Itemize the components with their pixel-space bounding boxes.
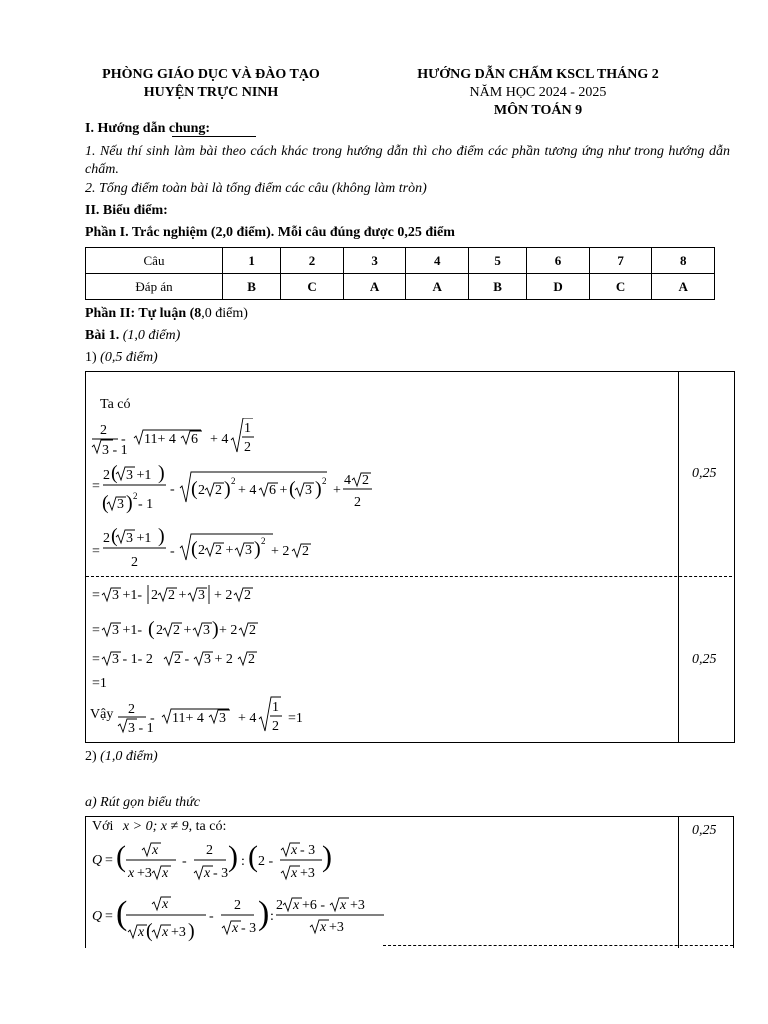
svg-text:- 3: - 3 (300, 843, 316, 858)
svg-text:3 - 1- 2: 3 - 1- 2 (112, 652, 153, 667)
section1-title: I. Hướng dẫn chung: (85, 121, 211, 136)
table-cell: A (406, 274, 469, 300)
svg-text:2 -: 2 - (258, 854, 274, 869)
svg-text:2: 2 (272, 719, 279, 734)
svg-text:2: 2 (362, 473, 369, 488)
exam-header (388, 66, 688, 120)
svg-text:2: 2 (151, 588, 158, 603)
svg-text:2: 2 (244, 440, 251, 455)
svg-text:+: + (333, 483, 341, 498)
svg-text:): ) (158, 462, 165, 484)
svg-text:2: 2 (128, 702, 135, 717)
svg-text:+3: +3 (171, 925, 186, 940)
svg-text:+ 2: + 2 (219, 623, 238, 638)
table-cell: 6 (527, 248, 590, 274)
svg-text:): ) (212, 618, 219, 640)
svg-text:x: x (204, 866, 211, 881)
svg-text:11+ 4: 11+ 4 (172, 711, 204, 726)
table-cell: 8 (652, 248, 715, 274)
svg-text:-: - (121, 432, 126, 447)
table-cell: Câu (86, 248, 223, 274)
score-step-1: 0,25 (692, 466, 717, 481)
svg-text:2: 2 (234, 898, 241, 913)
svg-text:): ) (322, 840, 332, 873)
svg-text:2: 2 (249, 623, 256, 638)
score-divider-2 (678, 816, 679, 948)
svg-text:+3: +3 (350, 898, 365, 913)
simplify-expression (88, 838, 676, 948)
svg-text:x: x (293, 898, 300, 913)
subject-name: MÔN TOÁN 9 (493, 103, 583, 118)
svg-text:+ 2: + 2 (214, 588, 233, 603)
svg-text:-: - (182, 854, 187, 869)
svg-text:+ 4: + 4 (238, 711, 257, 726)
svg-text:2: 2 (276, 898, 283, 913)
exam-title: HƯỚNG DẪN CHẤM KSCL THÁNG 2 (417, 67, 659, 82)
svg-text:2: 2 (248, 652, 255, 667)
grading-note-1: 1. Nếu thí sinh làm bài theo cách khác trong hướng dẫn thì cho điểm các phần tương ứng như trong hướng dẫn chấm. (85, 144, 730, 177)
svg-text:=: = (92, 623, 100, 638)
svg-text:2: 2 (322, 476, 327, 486)
table-cell: B (223, 274, 281, 300)
table-row (86, 248, 715, 274)
svg-text:1: 1 (244, 421, 251, 436)
svg-text:): ) (158, 525, 165, 547)
svg-text:2: 2 (100, 423, 107, 438)
svg-text:3 - 1: 3 - 1 (128, 721, 154, 736)
score-step-3: 0,25 (692, 823, 717, 838)
svg-text:3 +1: 3 +1 (126, 468, 152, 483)
table-cell: 4 (406, 248, 469, 274)
svg-text:): ) (258, 895, 270, 932)
svg-text:x: x (340, 898, 347, 913)
svg-text:-: - (170, 544, 175, 559)
svg-text:): ) (188, 920, 195, 942)
svg-text:(: ( (191, 538, 198, 560)
svg-text:Q: Q (92, 909, 103, 924)
svg-text:=: = (105, 853, 113, 868)
svg-text:=: = (105, 909, 113, 924)
math-expression (88, 418, 676, 574)
svg-text:=: = (92, 652, 100, 667)
table-cell: D (527, 274, 590, 300)
svg-text:-: - (170, 482, 175, 497)
svg-text:=: = (92, 479, 100, 494)
svg-text:2 -: 2 - (174, 652, 190, 667)
svg-text:2 +: 2 + (168, 588, 187, 603)
department-header (80, 66, 342, 102)
svg-text:2: 2 (198, 483, 205, 498)
svg-text:+3: +3 (137, 866, 152, 881)
svg-text:2: 2 (103, 531, 110, 546)
svg-text:=: = (92, 588, 100, 603)
condition-line: Với x > 0; x ≠ 9, ta có: (92, 819, 227, 834)
step-divider (86, 576, 732, 577)
svg-text:(: ( (146, 920, 153, 942)
svg-text:+3: +3 (329, 920, 344, 935)
svg-text:+ 4: + 4 (238, 483, 257, 498)
svg-text:6 +: 6 + (269, 483, 288, 498)
svg-text:(: ( (116, 840, 126, 873)
svg-text:2: 2 (354, 495, 361, 510)
question-2a-label: a) Rút gọn biểu thức (85, 795, 200, 810)
table-cell: B (468, 274, 526, 300)
svg-text:x: x (162, 897, 169, 912)
svg-text:(: ( (148, 618, 155, 640)
svg-text:3: 3 (305, 483, 312, 498)
solution-box-2-right (733, 816, 734, 948)
table-cell: 3 (343, 248, 406, 274)
svg-text:x: x (128, 866, 135, 881)
svg-text:2: 2 (231, 476, 236, 486)
table-row (86, 274, 715, 300)
svg-text:x: x (162, 925, 169, 940)
svg-text:11+ 4: 11+ 4 (144, 432, 176, 447)
table-cell: 5 (468, 248, 526, 274)
svg-text:2: 2 (215, 483, 222, 498)
school-year: NĂM HỌC 2024 - 2025 (469, 85, 607, 100)
svg-text:(: ( (111, 525, 118, 547)
svg-text:6: 6 (191, 432, 198, 447)
svg-text:+ 2: + 2 (271, 544, 290, 559)
svg-text:Q: Q (92, 853, 103, 868)
department-name: PHÒNG GIÁO DỤC VÀ ĐÀO TẠO (102, 67, 320, 82)
svg-text:(: ( (116, 895, 128, 932)
svg-text:): ) (224, 478, 231, 500)
table-cell: 2 (281, 248, 344, 274)
section2-title: II. Biểu điểm: (85, 203, 168, 218)
table-cell: C (589, 274, 652, 300)
svg-text:-: - (209, 909, 214, 924)
svg-text:(: ( (191, 478, 198, 500)
svg-text:): ) (315, 478, 322, 500)
svg-text:+3: +3 (300, 866, 315, 881)
solution-box-2-top (85, 816, 733, 817)
svg-text:- 1: - 1 (138, 497, 154, 512)
svg-text:2: 2 (198, 543, 205, 558)
svg-text:x: x (291, 843, 298, 858)
svg-text:3: 3 (198, 588, 205, 603)
svg-text:): ) (126, 492, 133, 514)
svg-text:1: 1 (272, 700, 279, 715)
score-divider (678, 371, 679, 743)
svg-text:x: x (152, 843, 159, 858)
svg-text:2 +: 2 + (215, 543, 234, 558)
svg-text:2: 2 (261, 536, 266, 546)
svg-text:+6 -: +6 - (302, 898, 326, 913)
svg-text:=1: =1 (92, 676, 107, 691)
svg-text:2 +: 2 + (173, 623, 192, 638)
svg-text:4: 4 (344, 473, 351, 488)
svg-text:x: x (291, 866, 298, 881)
score-step-2: 0,25 (692, 652, 717, 667)
district-name: HUYỆN TRỰC NINH (143, 85, 279, 100)
svg-text:3: 3 (245, 543, 252, 558)
title-underline (172, 136, 256, 137)
table-cell: Đáp án (86, 274, 223, 300)
svg-text:- 3: - 3 (241, 921, 257, 936)
svg-text:2: 2 (206, 843, 213, 858)
svg-text:-: - (150, 711, 155, 726)
svg-text:x: x (138, 925, 145, 940)
bai1-title: Bài 1. (1,0 điểm) (85, 328, 181, 343)
table-cell: 7 (589, 248, 652, 274)
svg-text:2: 2 (302, 544, 309, 559)
svg-text:2: 2 (133, 491, 138, 501)
table-cell: C (281, 274, 344, 300)
math-simplification (88, 582, 676, 738)
svg-text:x: x (232, 921, 239, 936)
svg-text:3: 3 (219, 711, 226, 726)
svg-text:2: 2 (156, 623, 163, 638)
svg-text:2: 2 (103, 468, 110, 483)
svg-text:2: 2 (244, 588, 251, 603)
table-cell: A (343, 274, 406, 300)
svg-text:): ) (254, 538, 261, 560)
grading-note-2: 2. Tổng điểm toàn bài là tổng điểm các câu (không làm tròn) (85, 181, 427, 196)
part1-title: Phần I. Trắc nghiệm (2,0 điểm). Mỗi câu đúng được 0,25 điểm (85, 225, 455, 240)
svg-text:x: x (320, 920, 327, 935)
svg-text:x: x (162, 866, 169, 881)
solution-intro: Ta có (100, 397, 131, 412)
svg-text:(: ( (102, 492, 109, 514)
question-1-label: 1) (0,5 điểm) (85, 350, 158, 365)
svg-text::: : (270, 909, 274, 924)
question-2-label: 2) (1,0 điểm) (85, 749, 158, 764)
svg-text:- 3: - 3 (213, 866, 229, 881)
svg-text:(: ( (111, 462, 118, 484)
svg-text:(: ( (289, 478, 296, 500)
svg-text:2: 2 (131, 555, 138, 570)
svg-text:3 - 1: 3 - 1 (102, 443, 128, 458)
answer-table (85, 247, 715, 300)
svg-text:3 +1-: 3 +1- (112, 588, 143, 603)
part2-title: Phần II: Tự luận (8,0 điểm) (85, 306, 248, 321)
svg-text:3: 3 (203, 623, 210, 638)
table-cell: A (652, 274, 715, 300)
svg-text:+ 4: + 4 (210, 432, 229, 447)
svg-text:=: = (92, 544, 100, 559)
svg-text:3 + 2: 3 + 2 (204, 652, 233, 667)
svg-text:3 +1: 3 +1 (126, 531, 152, 546)
solution-box-2-left (85, 816, 86, 948)
svg-text:): ) (228, 840, 238, 873)
conclusion-label: Vậy (90, 707, 114, 722)
svg-text:3: 3 (117, 497, 124, 512)
svg-text::: : (241, 854, 245, 869)
svg-text:3 +1-: 3 +1- (112, 623, 143, 638)
svg-text:(: ( (248, 840, 258, 873)
svg-text:=1: =1 (288, 711, 303, 726)
table-cell: 1 (223, 248, 281, 274)
